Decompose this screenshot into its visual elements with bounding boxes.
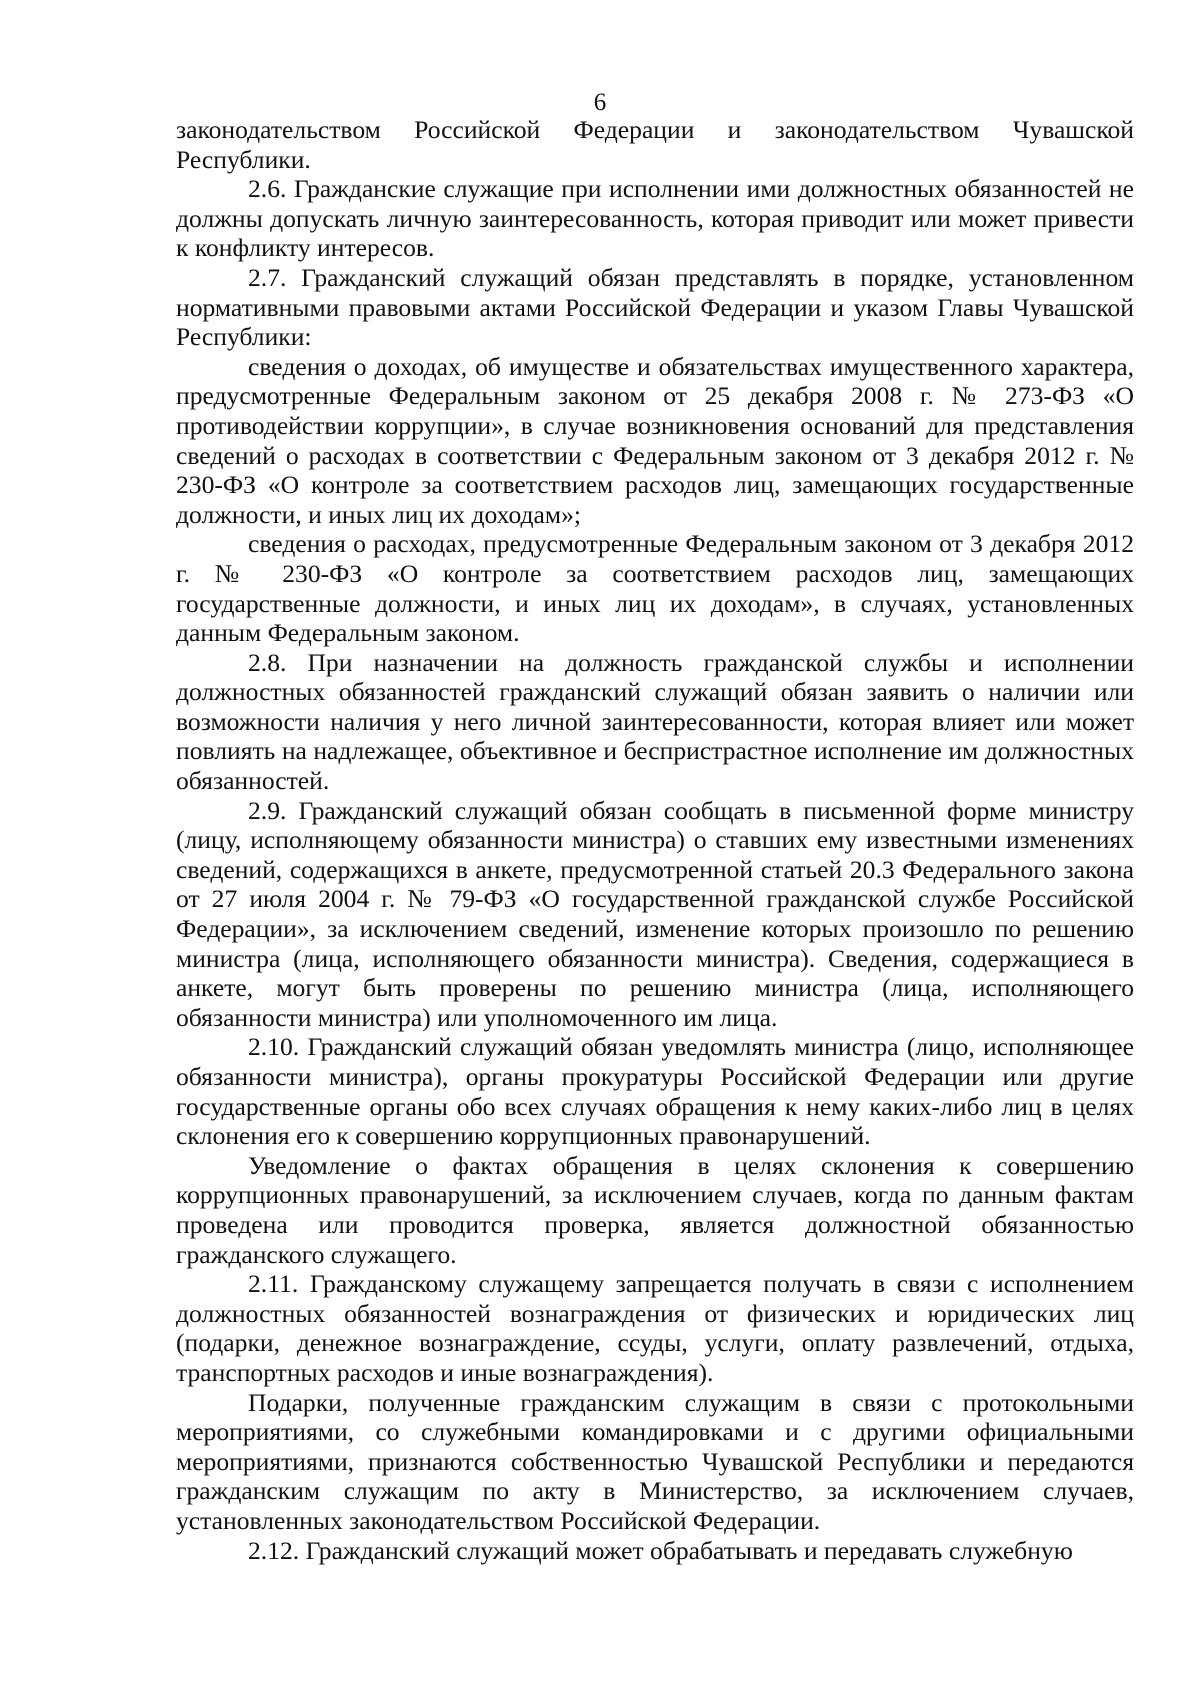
paragraph-2-12: 2.12. Гражданский служащий может обрабатывать и передавать служебную — [248, 1535, 1073, 1565]
paragraph-notification: Уведомление о фактах обращения в целях склонения к совершению коррупционных правонарушений, за исключением случаев, когда по данным фактам проведена или проводится проверка, является должностной обязанностью гражданского служащего. — [176, 1150, 1134, 1269]
page-number: 6 — [593, 89, 607, 116]
paragraph-continuation: законодательством Российской Федерации и законодательством Чувашской Республики. — [176, 115, 1134, 174]
paragraph-expense-info: сведения о расходах, предусмотренные Федеральным законом от 3 декабря 2012 г. № 230-ФЗ «О контроле за соответствием расходов лиц, замещающих государственные должности, и иных лиц их доходам», в случаях, установленных данным Федеральным законом. — [176, 529, 1134, 648]
paragraph-2-9: 2.9. Гражданский служащий обязан сообщать в письменной форме министру (лицу, исполняющему обязанности министра) о ставших ему известными изменениях сведений, содержащихся в анкете, предусмотренной статьей 20.3 Федерального закона от 27 июля 2004 г. № 79-ФЗ «О государственной гражданской службе Российской Федерации», за исключением сведений, изменение которых произошло по решению министра (лица, исполняющего обязанности министра). Сведения, содержащиеся в анкете, могут быть проверены по решению министра (лица, исполняющего обязанности министра) или уполномоченного им лица. — [176, 795, 1134, 1032]
paragraph-2-6: 2.6. Гражданские служащие при исполнении ими должностных обязанностей не должны допускать личную заинтересованность, которая приводит или может привести к конфликту интересов. — [176, 174, 1134, 263]
paragraph-2-11: 2.11. Гражданскому служащему запрещается получать в связи с исполнением должностных обязанностей вознаграждения от физических и юридических лиц (подарки, денежное вознаграждение, ссуды, услуги, оплату развлечений, отдыха, транспортных расходов и иные вознаграждения). — [176, 1269, 1134, 1387]
paragraph-income-info: сведения о доходах, об имуществе и обязательствах имущественного характера, предусмотренные Федеральным законом от 25 декабря 2008 г. № 273-ФЗ «О противодействии коррупции», в случае возникновения оснований для представления сведений о расходах в соответствии с Федеральным законом от 3 декабря 2012 г. № 230-ФЗ «О контроле за соответствием расходов лиц, замещающих государственные должности, и иных лиц их доходам»; — [176, 351, 1134, 529]
paragraph-2-8: 2.8. При назначении на должность гражданской службы и исполнении должностных обязанностей гражданский служащий обязан заявить о наличии или возможности наличия у него личной заинтересованности, которая влияет или может повлиять на надлежащее, объективное и беспристрастное исполнение им должностных обязанностей. — [176, 647, 1134, 796]
document-body — [176, 115, 1134, 1565]
paragraph-2-7: 2.7. Гражданский служащий обязан представлять в порядке, установленном нормативными правовыми актами Российской Федерации и указом Главы Чувашской Республики: — [176, 262, 1134, 352]
paragraph-gifts: Подарки, полученные гражданским служащим в связи с протокольными мероприятиями, со служебными командировками и с другими официальными мероприятиями, признаются собственностью Чувашской Республики и передаются гражданским служащим по акту в Министерство, за исключением случаев, установленных законодательством Российской Федерации. — [176, 1387, 1134, 1535]
paragraph-2-10: 2.10. Гражданский служащий обязан уведомлять министра (лицо, исполняющее обязанности министра), органы прокуратуры Российской Федерации или другие государственные органы обо всех случаях обращения к нему каких-либо лиц в целях склонения его к совершению коррупционных правонарушений. — [176, 1032, 1134, 1151]
